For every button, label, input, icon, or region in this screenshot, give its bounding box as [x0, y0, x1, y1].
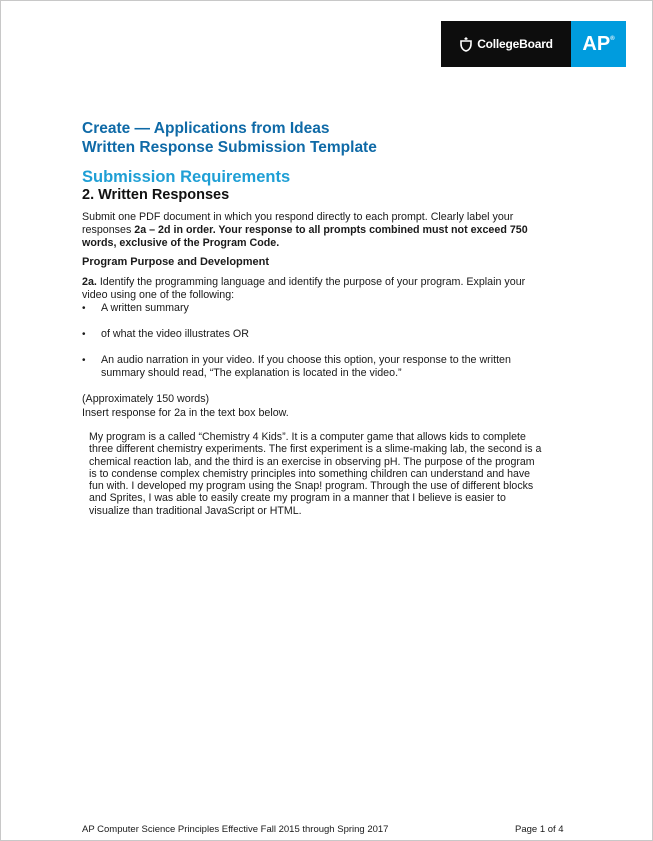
collegeboard-ap-logo [441, 21, 626, 67]
title-line-1: Create — Applications from Ideas [82, 120, 330, 137]
word-limit-note: (Approximately 150 words) [82, 393, 210, 405]
document-title [82, 119, 377, 157]
bullet-text: of what the video illustrates OR [101, 328, 249, 340]
bullet-text: A written summary [101, 302, 189, 314]
prompt-2a [82, 276, 552, 302]
bullet-icon: • [82, 329, 86, 340]
section-subheading: 2. Written Responses [82, 187, 230, 203]
ap-registered-mark: ® [610, 36, 615, 42]
bullet-icon: • [82, 303, 86, 314]
bullet-icon: • [82, 355, 86, 366]
response-instruction: Insert response for 2a in the text box below. [82, 407, 289, 419]
prompt-heading: Program Purpose and Development [82, 256, 270, 268]
footer-page-number: Page 1 of 4 [515, 824, 564, 835]
intro-bold-text: 2a – 2d in order. Your response to all prompts combined must not exceed 750 words, exclusive of the Program Code. [82, 224, 528, 249]
footer-course-info: AP Computer Science Principles Effective Fall 2015 through Spring 2017 [82, 824, 389, 835]
section-heading: Submission Requirements [82, 168, 291, 186]
intro-text: Submit one PDF document in which you respond directly to each prompt. Clearly label your responses [82, 211, 514, 236]
title-line-2: Written Response Submission Template [82, 139, 377, 156]
response-text-box[interactable]: My program is a called “Chemistry 4 Kids”. It is a computer game that allows kids to complete three different chemistry experiments. The first experiment is a slime-making lab, the second is a chemical reaction lab, and the third is an exercise in observing pH. The purpose of the program is to condense complex chemistry principles into something children can understand and have fun with. I developed my program using the Snap! program. Through the use of different blocks and Sprites, I was able to easily create my program in a manner that I believe is easier to visualize than traditional JavaScript or HTML. [89, 431, 542, 517]
prompt-2a-label: 2a. [82, 276, 97, 288]
ap-text: AP [582, 32, 611, 55]
bullet-text: An audio narration in your video. If you choose this option, your response to the written summary should read, “The explanation is located in the video.” [101, 354, 511, 379]
collegeboard-logo [441, 21, 571, 67]
intro-paragraph [82, 211, 552, 250]
prompt-2a-text: Identify the programming language and identify the purpose of your program. Explain your video using one of the following: [82, 276, 526, 301]
collegeboard-wordmark: CollegeBoard [477, 37, 553, 51]
ap-badge [571, 21, 626, 67]
acorn-icon [459, 36, 473, 52]
